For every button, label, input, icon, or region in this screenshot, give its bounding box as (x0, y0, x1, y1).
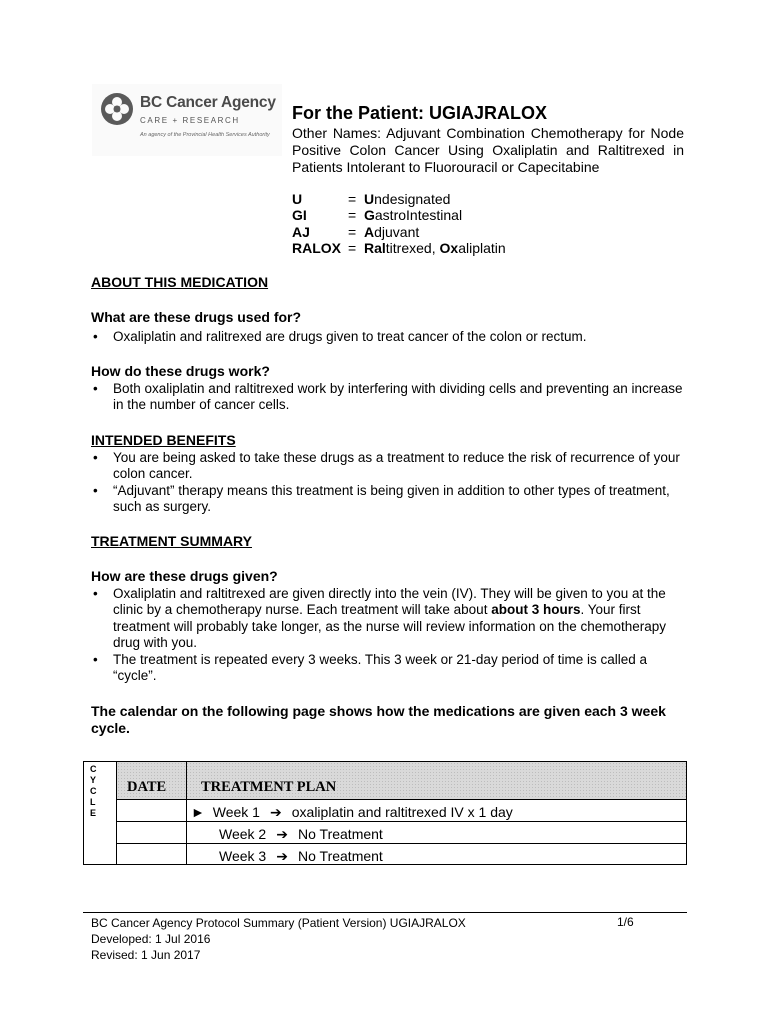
footer-revised: Revised: 1 Jun 2017 (91, 948, 201, 962)
logo-emblem-icon (100, 92, 134, 126)
cycle-column (84, 762, 117, 864)
used-for-list (91, 329, 691, 346)
benefits-heading: INTENDED BENEFITS (91, 431, 236, 448)
abbreviation-row (292, 224, 506, 240)
logo-name: BC Cancer Agency (140, 94, 276, 111)
week-plan: Week 3 ➔ No Treatment (219, 848, 383, 864)
abbreviation-key: U (292, 191, 303, 207)
week-plan: ► Week 1 ➔ oxaliplatin and raltitrexed IV x 1 day (191, 804, 513, 820)
list-item: • Both oxaliplatin and raltitrexed work by interfering with dividing cells and preventing an increase in the number of cancer cells. (91, 381, 691, 414)
table-row (117, 844, 686, 864)
equals-sign: = (348, 239, 357, 256)
list-item: • You are being asked to take these drugs as a treatment to reduce the risk of recurrence of your colon cancer. (91, 450, 691, 483)
abbreviation-value: Undesignated (364, 191, 451, 207)
abbreviation-key: AJ (292, 223, 310, 240)
date-cell (117, 800, 187, 821)
list-item: • Oxaliplatin and ralitrexed are drugs given to treat cancer of the colon or rectum. (91, 329, 691, 346)
footer (91, 915, 466, 963)
footer-protocol: BC Cancer Agency Protocol Summary (Patient Version) UGIAJRALOX (91, 916, 466, 930)
date-cell (117, 844, 187, 864)
abbreviation-key: RALOX (292, 239, 341, 256)
abbreviation-key: GI (292, 207, 307, 224)
arrow-right-icon: ➔ (276, 826, 288, 842)
abbreviation-row (292, 191, 506, 207)
abbreviation-row (292, 240, 506, 256)
list-item: • “Adjuvant” therapy means this treatment is being given in addition to other types of treatment, such as surgery. (91, 483, 691, 516)
bc-cancer-agency-logo (92, 84, 282, 156)
table-row (117, 822, 686, 844)
week-plan: Week 2 ➔ No Treatment (219, 826, 383, 842)
abbreviation-value: Adjuvant (364, 223, 420, 240)
arrow-right-icon: ➔ (269, 804, 282, 820)
treatment-plan-header: TREATMENT PLAN (201, 779, 337, 795)
list-item: • Oxaliplatin and raltitrexed are given directly into the vein (IV). They will be given to you at the clinic by a chemotherapy nurse. Each treatment will take about about 3 hours. Your first treatment will probably take longer, as the nurse will review information on the chemotherapy drug with you. (91, 586, 691, 652)
table-row (117, 800, 686, 822)
how-given-question: How are these drugs given? (91, 567, 278, 584)
about-heading: ABOUT THIS MEDICATION (91, 274, 269, 290)
abbreviation-value: GastroIntestinal (364, 207, 463, 224)
equals-sign: = (348, 223, 357, 240)
document-body (91, 274, 691, 737)
cycle-label: C Y C L E (90, 764, 97, 818)
list-item: • The treatment is repeated every 3 weeks. This 3 week or 21-day period of time is called a “cycle”. (91, 652, 691, 685)
treatment-plan-table (83, 761, 687, 865)
footer-developed: Developed: 1 Jul 2016 (91, 932, 211, 946)
benefits-list (91, 450, 691, 516)
used-for-question: What are these drugs used for? (91, 309, 302, 325)
treatment-summary-heading: TREATMENT SUMMARY (91, 532, 252, 549)
abbreviation-list (292, 191, 506, 256)
arrow-right-icon: ➔ (276, 848, 288, 864)
calendar-note: The calendar on the following page shows how the medications are given each 3 week cycle. (91, 702, 666, 736)
logo-subtitle: CARE + RESEARCH (140, 116, 240, 125)
table-header-row (117, 762, 686, 800)
logo-tagline: An agency of the Provincial Health Services Authority (140, 132, 270, 138)
date-header: DATE (127, 779, 167, 795)
page-number: 1/6 (617, 915, 634, 929)
footer-divider (83, 912, 687, 913)
page-title: For the Patient: UGIAJRALOX (292, 103, 548, 123)
other-names: Other Names: Adjuvant Combination Chemotherapy for Node Positive Colon Cancer Using Oxaliplatin and Raltitrexed in Patients Intolerant to Fluorouracil or Capecitabine (292, 125, 684, 175)
how-work-list (91, 381, 691, 414)
date-cell (117, 822, 187, 843)
how-given-list (91, 586, 691, 685)
abbreviation-row (292, 207, 506, 223)
how-work-question: How do these drugs work? (91, 362, 270, 379)
equals-sign: = (348, 191, 357, 207)
abbreviation-value: Raltitrexed, Oxaliplatin (364, 239, 506, 256)
equals-sign: = (348, 207, 357, 224)
